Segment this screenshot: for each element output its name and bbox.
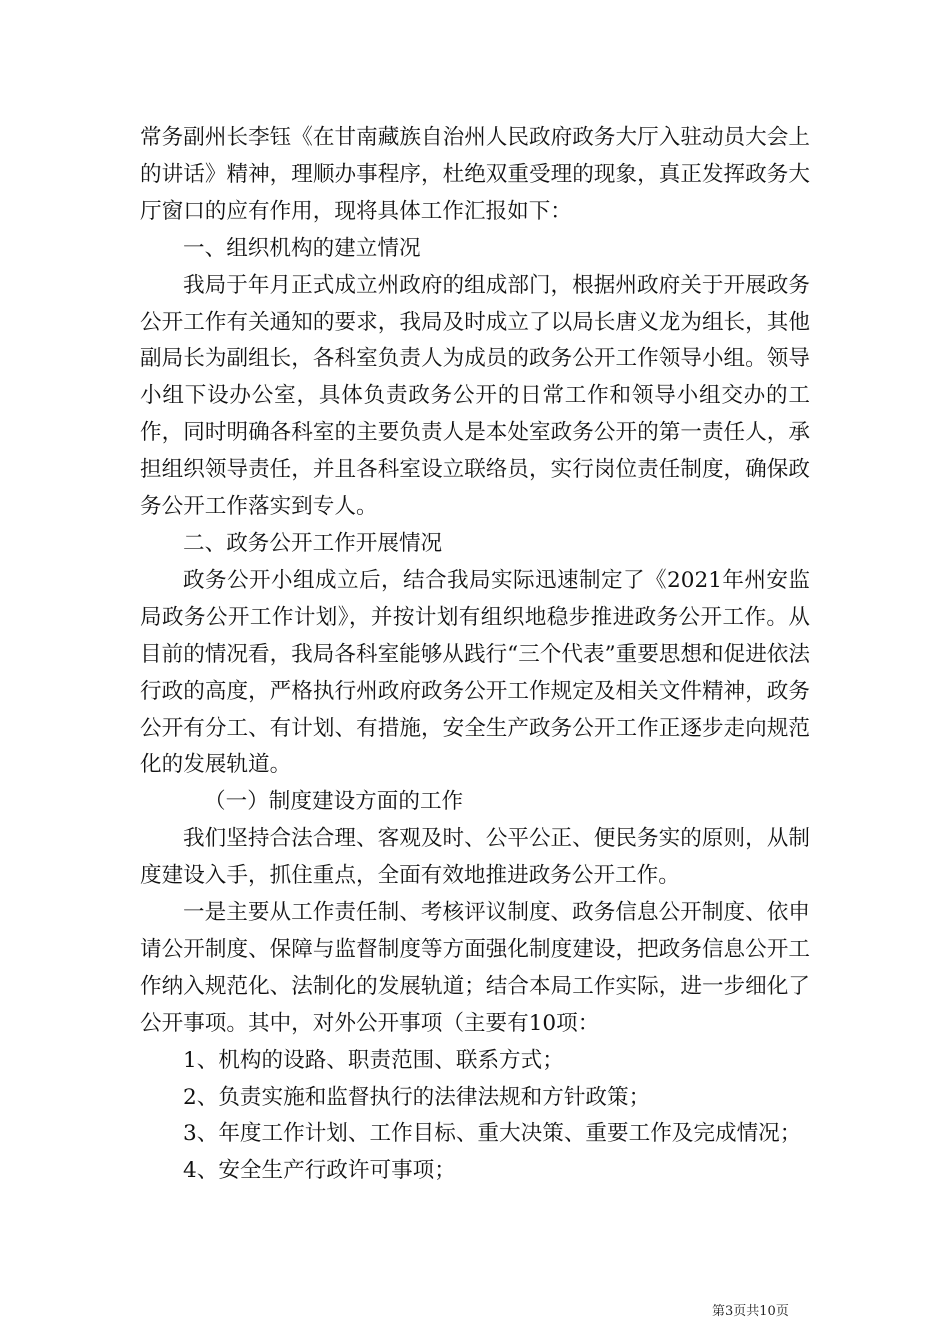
paragraph-org-setup: 我局于年月正式成立州政府的组成部门，根据州政府关于开展政务公开工作有关通知的要求，我局及时成立了以局长唐义龙为组长，其他副局长为副组长，各科室负责人为成员的政务公开工作领导小组。领导小组下设办公室，具体负责政务公开的日常工作和领导小组交办的工作，同时明确各科室的主要负责人是本处室政务公开的第一责任人，承担组织领导责任，并且各科室设立联络员，实行岗位责任制度，确保政务公开工作落实到专人。: [140, 272, 810, 520]
list-item-1: 1、机构的设路、职责范围、联系方式；: [183, 1047, 564, 1073]
heading-subsection-1: （一）制度建设方面的工作: [204, 789, 464, 815]
paragraph-principles: 我们坚持合法合理、客观及时、公平公正、便民务实的原则，从制度建设入手，抓住重点，全面有效地推进政务公开工作。: [140, 826, 810, 889]
list-item-3: 3、年度工作计划、工作目标、重大决策、重要工作及完成情况；: [183, 1121, 802, 1147]
document-body: [140, 120, 810, 1190]
list-item-4: 4、安全生产行政许可事项；: [183, 1158, 456, 1184]
paragraph-system-building: 一是主要从工作责任制、考核评议制度、政务信息公开制度、依申请公开制度、保障与监督制度等方面强化制度建设，把政务信息公开工作纳入规范化、法制化的发展轨道；结合本局工作实际，进一步细化了公开事项。其中，对外公开事项（主要有10项：: [140, 900, 810, 1036]
paragraph-intro: 常务副州长李钰《在甘南藏族自治州人民政府政务大厅入驻动员大会上的讲话》精神，理顺办事程序，杜绝双重受理的现象，真正发挥政务大厅窗口的应有作用，现将具体工作汇报如下：: [140, 125, 810, 224]
paragraph-work-progress: 政务公开小组成立后，结合我局实际迅速制定了《2021年州安监局政务公开工作计划》，并按计划有组织地稳步推进政务公开工作。从目前的情况看，我局各科室能够从践行“三个代表”重要思想和促进依法行政的高度，严格执行州政府政务公开工作规定及相关文件精神，政务公开有分工、有计划、有措施，安全生产政务公开工作正逐步走向规范化的发展轨道。: [140, 567, 810, 778]
page-number: 第3页共10页: [712, 1304, 789, 1319]
list-item-2: 2、负责实施和监督执行的法律法规和方针政策；: [183, 1084, 651, 1110]
heading-section-2: 二、政务公开工作开展情况: [183, 530, 443, 556]
heading-section-1: 一、组织机构的建立情况: [183, 235, 421, 261]
